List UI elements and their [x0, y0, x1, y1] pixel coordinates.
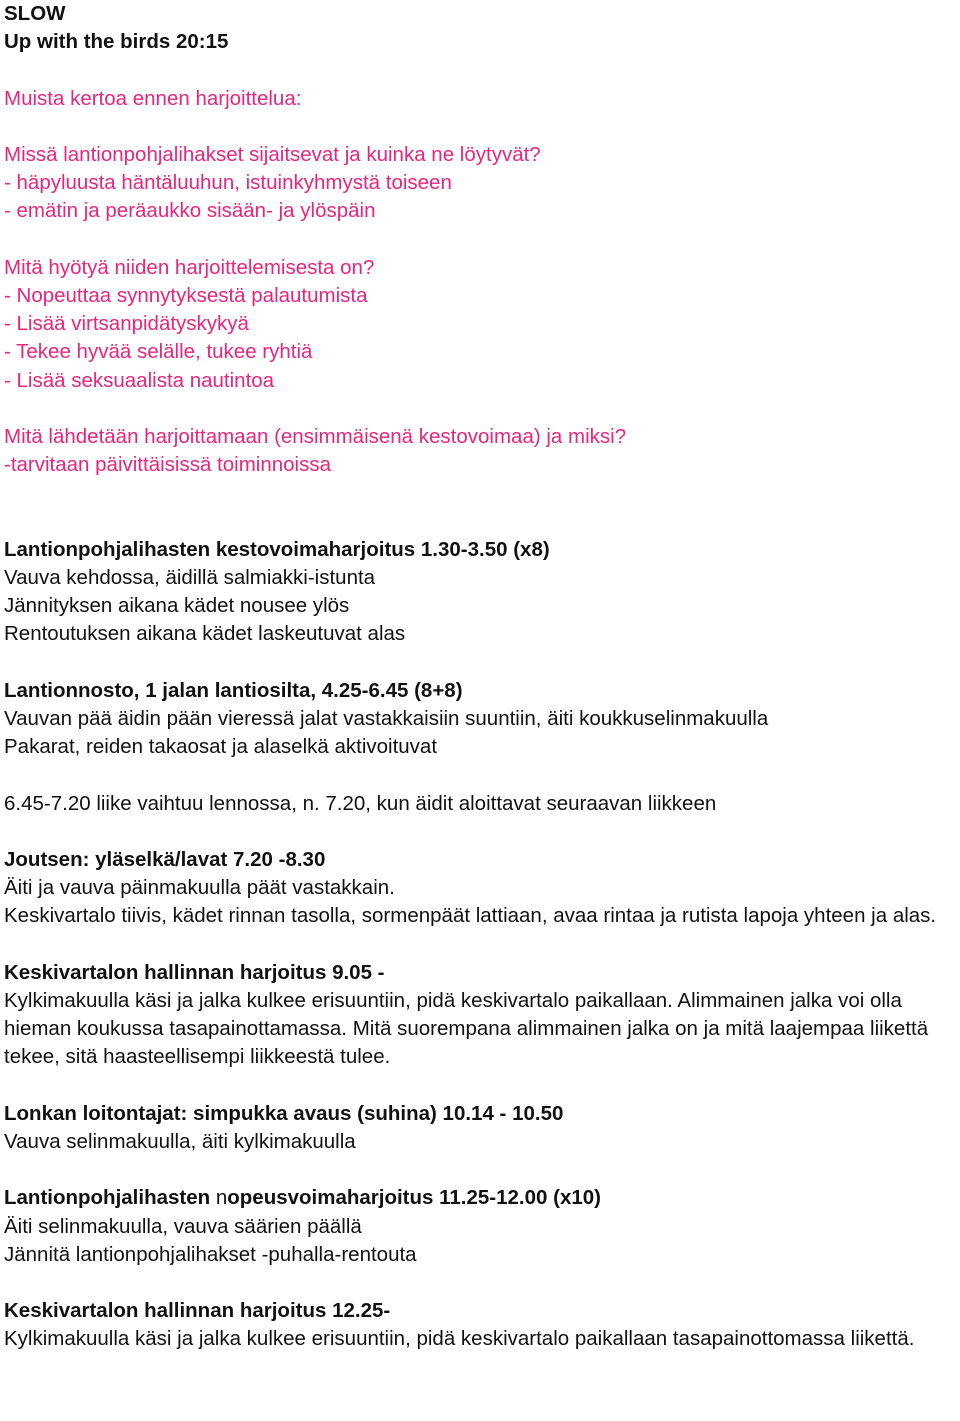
intro-block: [4, 85, 960, 480]
section-line: Jännityksen aikana kädet nousee ylös: [4, 594, 350, 618]
spacer: [4, 1156, 960, 1184]
section-heading: Keskivartalon hallinnan harjoitus 12.25-: [4, 1299, 391, 1323]
section-heading: Keskivartalon hallinnan harjoitus 9.05 -: [4, 960, 385, 984]
spacer: [4, 931, 960, 959]
answer-item: - Lisää virtsanpidätyskykyä: [4, 312, 249, 336]
spacer: [4, 113, 960, 141]
section-swan: [4, 846, 960, 931]
spacer: [4, 56, 960, 84]
section-line: Rentoutuksen aikana kädet laskeutuvat alas: [4, 622, 406, 646]
section-core-control: [4, 959, 960, 1072]
section-heading: Lantionpohjalihasten kestovoimaharjoitus 1.30-3.50 (x8): [4, 537, 550, 561]
transition-note: 6.45-7.20 liike vaihtuu lennossa, n. 7.20, kun äidit aloittavat seuraavan liikkeen: [4, 791, 717, 815]
song-title: Up with the birds 20:15: [4, 30, 229, 54]
section-line: Vauva selinmakuulla, äiti kylkimakuulla: [4, 1129, 356, 1153]
answer-item: - Tekee hyvää selälle, tukee ryhtiä: [4, 340, 313, 364]
section-hip-abductors: [4, 1100, 960, 1156]
section-heading: Lantionnosto, 1 jalan lantiosilta, 4.25-6.45 (8+8): [4, 678, 463, 702]
section-paragraph: Kylkimakuulla käsi ja jalka kulkee erisuuntiin, pidä keskivartalo paikallaan tasapainottomassa liikettä.: [4, 1327, 915, 1351]
section-bridge: [4, 677, 960, 762]
section-heading: Joutsen: yläselkä/lavat 7.20 -8.30: [4, 847, 326, 871]
section-paragraph: Kylkimakuulla käsi ja jalka kulkee erisuuntiin, pidä keskivartalo paikallaan. Alimmainen jalka voi olla hieman koukussa tasapainottamassa. Mitä suorempana alimmainen jalka on ja mitä laajempaa liikettä tekee, sitä haasteellisempi liikkeestä tulee.: [4, 988, 929, 1069]
heading-part: n: [215, 1186, 228, 1210]
spacer: [4, 479, 960, 535]
section-line: Vauvan pää äidin pään vieressä jalat vastakkaisiin suuntiin, äiti koukkuselinmakuulla: [4, 706, 769, 730]
section-heading: [4, 1184, 960, 1212]
section-speed-strength: [4, 1184, 960, 1269]
spacer: [4, 226, 960, 254]
section-heading: Lonkan loitontajat: simpukka avaus (suhina) 10.14 - 10.50: [4, 1101, 564, 1125]
document-title: SLOW: [4, 2, 66, 25]
question-focus: Mitä lähdetään harjoittamaan (ensimmäisenä kestovoimaa) ja miksi?: [4, 424, 627, 448]
answer-item: - Lisää seksuaalista nautintoa: [4, 368, 275, 392]
section-endurance: [4, 536, 960, 649]
spacer: [4, 818, 960, 846]
section-paragraph: Keskivartalo tiivis, kädet rinnan tasolla, sormenpäät lattiaan, avaa rintaa ja rutista lapoja yhteen ja alas.: [4, 904, 937, 928]
spacer: [4, 395, 960, 423]
answer-item: - emätin ja peräaukko sisään- ja ylöspäin: [4, 199, 376, 223]
section-line: Vauva kehdossa, äidillä salmiakki-istunta: [4, 565, 376, 589]
spacer: [4, 1072, 960, 1100]
intro-heading: Muista kertoa ennen harjoittelua:: [4, 86, 302, 110]
question-location: Missä lantionpohjalihakset sijaitsevat ja kuinka ne löytyvät?: [4, 142, 541, 166]
heading-part: Lantionpohjalihasten: [4, 1186, 216, 1210]
answer-item: - häpyluusta häntäluuhun, istuinkyhmystä toiseen: [4, 171, 452, 195]
section-core-control-2: [4, 1297, 960, 1353]
question-benefits: Mitä hyötyä niiden harjoittelemisesta on?: [4, 255, 375, 279]
spacer: [4, 1269, 960, 1297]
answer-item: - Nopeuttaa synnytyksestä palautumista: [4, 283, 368, 307]
section-line: Äiti selinmakuulla, vauva säärien päällä: [4, 1214, 362, 1238]
section-line: Jännitä lantionpohjalihakset -puhalla-rentouta: [4, 1242, 417, 1266]
answer-item: -tarvitaan päivittäisissä toiminnoissa: [4, 453, 331, 477]
section-line: Pakarat, reiden takaosat ja alaselkä aktivoituvat: [4, 735, 438, 759]
heading-part: opeusvoimaharjoitus 11.25-12.00 (x10): [227, 1186, 601, 1210]
section-line: Äiti ja vauva päinmakuulla päät vastakkain.: [4, 876, 395, 900]
spacer: [4, 761, 960, 789]
spacer: [4, 649, 960, 677]
